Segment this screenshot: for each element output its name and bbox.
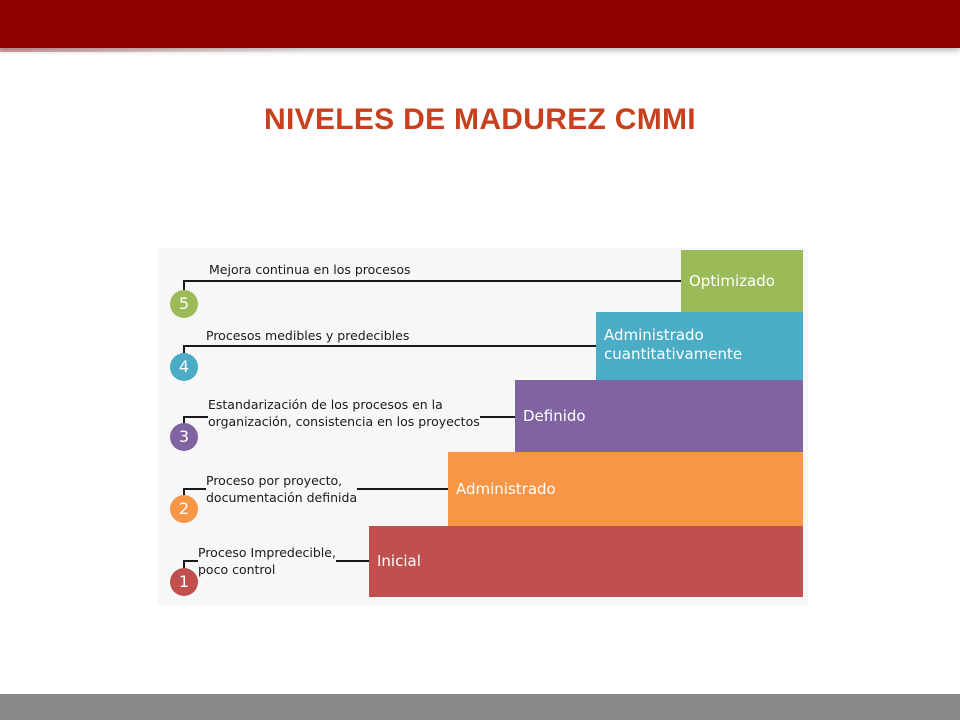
footer-bar (0, 694, 960, 720)
step-level-1 (369, 526, 803, 597)
level-2-description-line-1: Proceso por proyecto, (206, 473, 343, 488)
level-1-description-line-2: poco control (198, 562, 276, 577)
step-level-5-label: Optimizado (689, 271, 775, 290)
level-3-description-line-1: Estandarización de los procesos en la (208, 397, 443, 412)
step-level-3-label: Definido (523, 406, 586, 425)
level-3-description-line-2: organización, consistencia en los proyectos (208, 414, 480, 429)
level-3-description (208, 396, 480, 430)
level-3-badge: 3 (170, 423, 198, 451)
connector-level-4 (183, 345, 596, 347)
level-1-description-line-1: Proceso Impredecible, (198, 545, 336, 560)
connector-level-5 (183, 280, 681, 282)
level-4-description (206, 327, 409, 344)
header-bar (0, 0, 960, 48)
step-level-5 (681, 250, 803, 312)
level-2-description (206, 472, 357, 506)
level-1-description (198, 544, 336, 578)
level-1-badge: 1 (170, 568, 198, 596)
level-2-description-line-2: documentación definida (206, 490, 358, 505)
step-level-4 (596, 312, 803, 380)
step-level-3 (515, 380, 803, 452)
level-5-description (209, 261, 411, 278)
header-bar-shadow (0, 48, 320, 52)
maturity-levels-diagram (150, 240, 815, 610)
step-level-4-label-line-1: Administrado (604, 326, 704, 344)
level-5-badge: 5 (170, 290, 198, 318)
step-level-2 (448, 452, 803, 526)
step-level-2-label: Administrado (456, 479, 556, 498)
level-4-badge: 4 (170, 353, 198, 381)
step-level-4-label-line-2: cuantitativamente (604, 345, 743, 363)
level-2-badge: 2 (170, 495, 198, 523)
level-4-description-line-1: Procesos medibles y predecibles (206, 328, 410, 343)
step-level-1-label: Inicial (377, 552, 421, 570)
connector-level-1-drop (183, 560, 185, 568)
level-5-description-line-1: Mejora continua en los procesos (209, 262, 411, 277)
slide-title: NIVELES DE MADUREZ CMMI (264, 103, 696, 136)
